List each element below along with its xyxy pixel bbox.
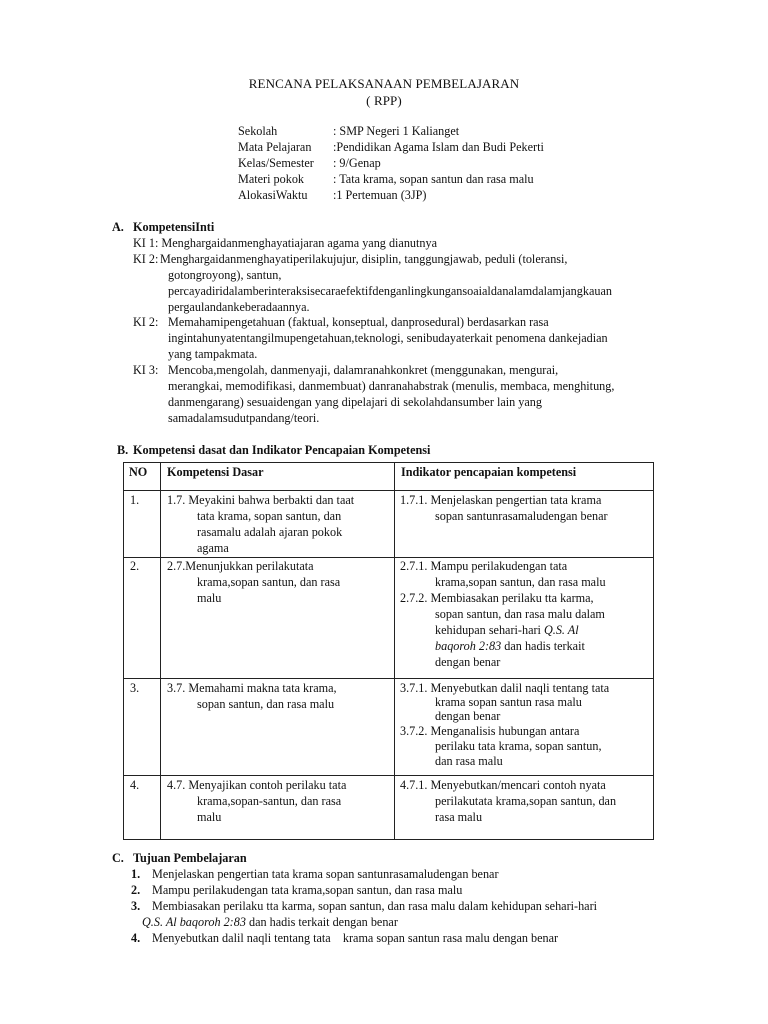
cell-no: 4. [124, 776, 161, 840]
ki-label: KI 2: [133, 315, 159, 329]
indicator-number: 2.7.1. [400, 559, 428, 573]
list-number: 4. [131, 931, 141, 945]
section-letter: C. [112, 851, 124, 865]
indicator-line: kehidupan sehari-hari [435, 623, 541, 637]
indicator-number: 3.7.2. [400, 724, 428, 738]
info-value: :1 Pertemuan (3JP) [333, 188, 427, 202]
info-value: : SMP Negeri 1 Kalianget [333, 124, 460, 138]
indicator-line: Mampu perilakudengan tata [430, 559, 568, 573]
ki-label: KI 3: [133, 363, 159, 377]
cell-indicator [395, 776, 654, 840]
indicator-line: Menyebutkan/mencari contoh nyata [430, 778, 606, 792]
cell-kd [161, 776, 395, 840]
indicator-citation: baqoroh 2:83 [435, 639, 502, 653]
info-value: :Pendidikan Agama Islam dan Budi Pekerti [333, 140, 544, 154]
indicator-line: sopan santunrasamaludengan benar [435, 509, 608, 523]
info-label: Kelas/Semester [238, 156, 314, 170]
indicator-line: rasa malu [435, 810, 483, 824]
info-value: : 9/Genap [333, 156, 381, 170]
section-title: KompetensiInti [133, 220, 215, 234]
kd-line: agama [197, 541, 229, 555]
kd-line: sopan santun, dan rasa malu [197, 697, 335, 711]
kd-line: krama,sopan santun, dan rasa [197, 575, 341, 589]
list-number: 1. [131, 867, 141, 881]
cell-indicator [395, 558, 654, 679]
cell-kd [161, 679, 395, 776]
list-text: Mampu perilakudengan tata krama,sopan santun, dan rasa malu [152, 883, 463, 897]
info-label: Sekolah [238, 124, 278, 138]
indicator-line: dan rasa malu [435, 754, 503, 768]
document-subtitle: ( RPP) [366, 93, 402, 108]
list-text: Membiasakan perilaku tta karma, sopan santun, dan rasa malu dalam kehidupan sehari-hari [152, 899, 598, 913]
kd-line: 1.7. Meyakini bahwa berbakti dan taat [167, 493, 355, 507]
info-label: Mata Pelajaran [238, 140, 312, 154]
info-label: Materi pokok [238, 172, 305, 186]
table-header-row [124, 463, 654, 491]
indicator-line: dan hadis terkait [501, 639, 585, 653]
header-no: NO [124, 463, 161, 491]
indicator-number: 4.7.1. [400, 778, 428, 792]
ki-line: samadalamsudutpandang/teori. [168, 411, 320, 425]
indicator-line: perilaku tata krama, sopan santun, [435, 739, 602, 753]
section-c-heading [112, 851, 247, 867]
indicator-line: dengan benar [435, 655, 501, 669]
cell-no: 1. [124, 491, 161, 558]
ki-line: yang tampakmata. [168, 347, 258, 361]
section-letter: B. [117, 443, 129, 457]
table-row [124, 679, 654, 776]
ki-text: KI 1: Menghargaidanmenghayatiajaran agama yang dianutnya [133, 236, 438, 250]
list-text: dan hadis terkait dengan benar [245, 915, 398, 929]
kd-line: 3.7. Memahami makna tata krama, [167, 681, 337, 695]
document-title: RENCANA PELAKSANAAN PEMBELAJARAN [248, 76, 520, 91]
list-text: Menjelaskan pengertian tata krama sopan santunrasamaludengan benar [152, 867, 499, 881]
indicator-number: 2.7.2. [400, 591, 428, 605]
table-row [124, 776, 654, 840]
indicator-number: 1.7.1. [400, 493, 428, 507]
kd-line: rasamalu adalah ajaran pokok [197, 525, 343, 539]
indicator-line: Membiasakan perilaku tta karma, [430, 591, 594, 605]
list-number: 3. [131, 899, 141, 913]
competency-table [123, 462, 654, 840]
info-label: AlokasiWaktu [238, 188, 308, 202]
ki-line: percayadiridalamberinteraksisecaraefektifdenganlingkungansoaialdanalamdalamjangkauan [168, 284, 612, 298]
cell-no: 2. [124, 558, 161, 679]
list-text: Menyebutkan dalil naqli tentang tata krama sopan santun rasa malu dengan benar [152, 931, 559, 945]
ki-1 [133, 236, 437, 252]
kd-line: 2.7.Menunjukkan perilakutata [167, 559, 314, 573]
section-letter: A. [112, 220, 124, 234]
indicator-line: Menyebutkan dalil naqli tentang tata [430, 681, 610, 695]
ki-label: KI 2: [133, 252, 159, 266]
table-row [124, 558, 654, 679]
ki-line: Menghargaidanmenghayatiperilakujujur, disiplin, tanggungjawab, peduli (toleransi, [160, 252, 568, 266]
section-b-heading [117, 443, 430, 459]
ki-line: Memahamipengetahuan (faktual, konseptual, danprosedural) berdasarkan rasa [168, 315, 549, 329]
kd-line: malu [197, 810, 222, 824]
indicator-line: Menjelaskan pengertian tata krama [430, 493, 602, 507]
header-indicator: Indikator pencapaian kompetensi [395, 463, 654, 491]
indicator-citation: Q.S. Al [543, 623, 579, 637]
indicator-number: 3.7.1. [400, 681, 428, 695]
cell-indicator [395, 491, 654, 558]
section-title: Tujuan Pembelajaran [133, 851, 247, 865]
kd-line: 4.7. Menyajikan contoh perilaku tata [167, 778, 347, 792]
list-citation: Q.S. Al baqoroh 2:83 [142, 915, 246, 929]
cell-no: 3. [124, 679, 161, 776]
indicator-line: perilakutata krama,sopan santun, dan [435, 794, 617, 808]
cell-kd [161, 558, 395, 679]
info-value: : Tata krama, sopan santun dan rasa malu [333, 172, 534, 186]
cell-kd [161, 491, 395, 558]
ki-line: danmengarang) sesuaidengan yang dipelajari di sekolahdansumber lain yang [168, 395, 542, 409]
indicator-line: dengan benar [435, 709, 501, 723]
indicator-line: sopan santun, dan rasa malu dalam [435, 607, 605, 621]
cell-indicator [395, 679, 654, 776]
kd-line: krama,sopan-santun, dan rasa [197, 794, 342, 808]
section-title: Kompetensi dasat dan Indikator Pencapaian Kompetensi [133, 443, 431, 457]
indicator-line: Menganalisis hubungan antara [430, 724, 580, 738]
indicator-line: krama,sopan santun, dan rasa malu [435, 575, 606, 589]
header-kd: Kompetensi Dasar [161, 463, 395, 491]
indicator-line: krama sopan santun rasa malu [435, 695, 582, 709]
ki-line: gotongroyong), santun, [168, 268, 282, 282]
ki-line: Mencoba,mengolah, danmenyaji, dalamranahkonkret (menggunakan, mengurai, [168, 363, 559, 377]
ki-line: pergaulandankeberadaannya. [168, 300, 310, 314]
kd-line: malu [197, 591, 222, 605]
kd-line: tata krama, sopan santun, dan [197, 509, 342, 523]
ki-line: ingintahunyatentangilmupengetahuan,teknologi, senibudayaterkait penomena dankejadian [168, 331, 608, 345]
table-row [124, 491, 654, 558]
section-a-heading [112, 220, 214, 236]
ki-line: merangkai, memodifikasi, danmembuat) danranahabstrak (menulis, membaca, menghitung, [168, 379, 615, 393]
list-number: 2. [131, 883, 141, 897]
